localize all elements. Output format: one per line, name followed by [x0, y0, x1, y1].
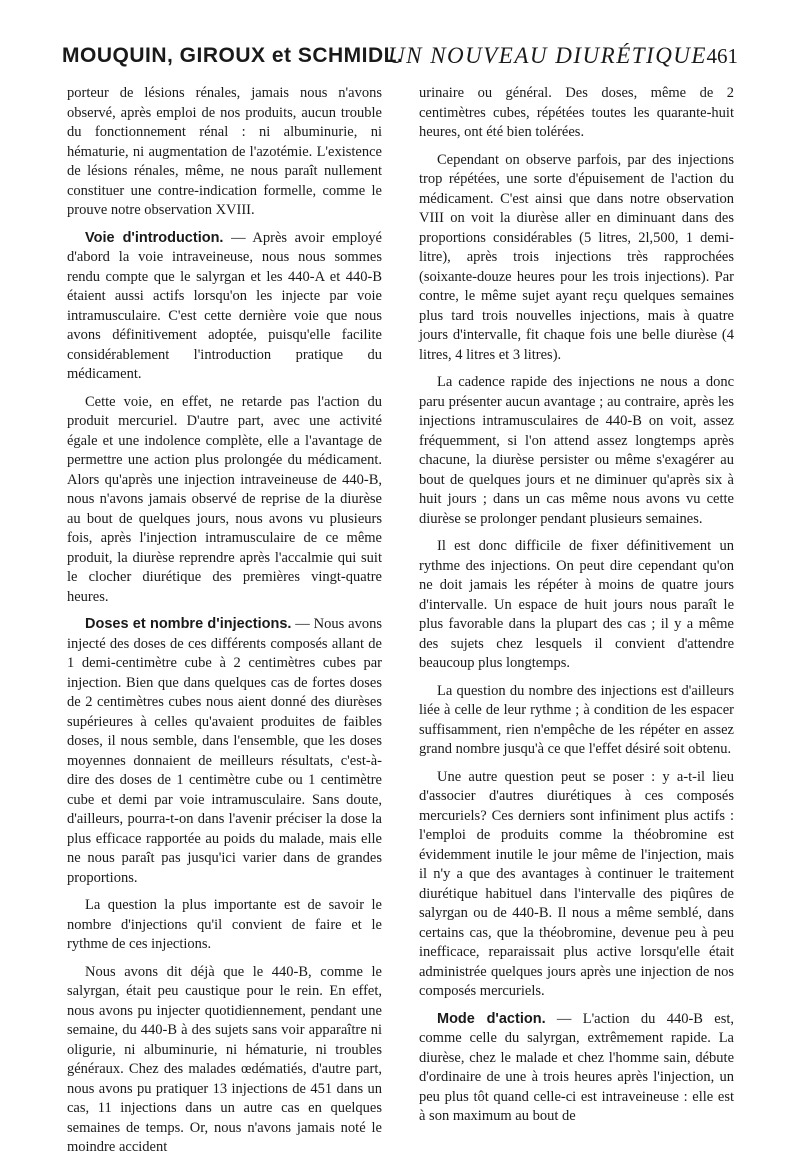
- section-text: — Nous avons injecté des doses de ces différents composés allant de 1 demi-centimètre cube à 2 centimètres cubes par injection. Bien que dans quelques cas de fortes doses de 2 centimètres cubes nous aient donné des diurèses supérieures à celles qu'avaient produites de faibles doses, il nous semble, dans l'ensemble, que les doses moyennes donnaient de meilleurs résultats, c'est-à-dire des doses de 1 centimètre cube ou 1 centimètre cube et demi par voie intramusculaire. Sans doute, d'ailleurs, pourra-t-on dans l'avenir préciser la dose la plus efficace rapportée au poids du malade, mais elle ne nous paraît pas jusqu'ici varier dans de grandes proportions.: [67, 616, 382, 886]
- paragraph: Il est donc difficile de fixer définitivement un rythme des injections. On peut dire cependant qu'on ne doit jamais les répéter à moins de quatre jours d'intervalle. Un espace de huit jours nous paraît le plus favorable dans la plupart des cas ; il y a même des sujets chez lesquels il convient d'attendre beaucoup plus longtemps.: [419, 538, 734, 671]
- paragraph: La cadence rapide des injections ne nous a donc paru présenter aucun avantage ; au contraire, après les injections intramusculaires de 440-B on voit, assez fréquemment, si l'on attend assez longtemps après chacune, la diurèse persister ou même s'exagérer au bout de quelques jours et ne diminuer qu'après six à huit jours ; dans un cas même nous avons vu cette diurèse se prolonger pendant plusieurs semaines.: [419, 374, 734, 527]
- left-column: [67, 84, 382, 1158]
- paragraph: Nous avons dit déjà que le 440-B, comme le salyrgan, était peu caustique pour le rein. En effet, nous avons pu injecter quotidiennement, pendant une semaine, du 440-B à des sujets sans voir apparaître ni oligurie, ni albuminurie, ni hématurie, ni troubles généraux. Chez des malades œdématiés, d'autre part, nous avons pu pratiquer 13 injections de 451 dans un cas, 11 injections dans un autre cas en quelques semaines de temps. Or, nous n'avons jamais noté le moindre accident: [67, 963, 382, 1155]
- section-heading: Mode d'action.: [437, 1010, 546, 1027]
- right-column: [419, 84, 734, 1127]
- running-head-authors: MOUQUIN, GIROUX et SCHMIDL.: [62, 44, 404, 67]
- section-heading: Voie d'introduction.: [85, 229, 224, 246]
- section-heading: Doses et nombre d'injections.: [85, 616, 292, 632]
- section-doses: [67, 615, 382, 888]
- running-head-title: UN NOUVEAU DIURÉTIQUE: [388, 43, 707, 68]
- paragraph: La question la plus importante est de savoir le nombre d'injections qu'il convient de faire et le rythme de ces injections.: [67, 897, 382, 952]
- section-mode-action: [419, 1010, 734, 1127]
- paragraph: Une autre question peut se poser : y a-t-il lieu d'associer d'autres diurétiques à ces composés mercuriels? Ces derniers sont infiniment plus actifs : l'emploi de produits comme la théobromine est évidemment inutile le jour même de l'injection, mais il n'y a que des avantages à continuer le traitement diurétique habituel dans l'intervalle des piqûres de salyrgan ou de 440-B. Il nous a même semblé, dans certains cas, que la théobromine, devenue peu à peu inefficace, reparaissait plus active lorsqu'elle était administrée quelques jours après une injection de nos composés mercuriels.: [419, 768, 734, 999]
- section-text: — Après avoir employé d'abord la voie intraveineuse, nous nous sommes rendu compte que le salyrgan et les 440-A et 440-B étaient aussi actifs lorsqu'on les injecte par voie intramusculaire. C'est cette dernière voie que nous avons définitivement adoptée, puisqu'elle facilite considérablement l'introduction pratique du médicament.: [67, 229, 382, 382]
- paragraph: Cette voie, en effet, ne retarde pas l'action du produit mercuriel. D'autre part, avec une activité égale et une indolence complète, elle a l'avantage de permettre une action plus prolongée du médicament. Alors qu'après une injection intraveineuse de 440-B, nous n'avons jamais observé de reprise de la diurèse au bout de quelques jours, nous avons vu plusieurs fois, après l'injection intramusculaire de ce même produit, la diurèse reprendre après l'accalmie qui suit le clocher diurétique des premières vingt-quatre heures.: [67, 393, 382, 605]
- paragraph: porteur de lésions rénales, jamais nous n'avons observé, après emploi de nos produits, aucun trouble du fonctionnement rénal : ni albuminurie, ni hématurie, ni augmentation de l'azotémie. L'existence de lésions rénales, même, ne nous paraît nullement constituer une contre-indication formelle, comme le prouve notre observation XVIII.: [67, 85, 382, 218]
- section-voie-introduction: [67, 229, 382, 385]
- paragraph: urinaire ou général. Des doses, même de 2 centimètres cubes, répétées toutes les quarante-huit heures, ont été bien tolérées.: [419, 85, 734, 140]
- running-head: [62, 38, 738, 74]
- paragraph: Cependant on observe parfois, par des injections trop répétées, une sorte d'épuisement de l'action du médicament. C'est ainsi que dans notre observation VIII on voit la diurèse aller en diminuant dans des proportions considérables (5 litres, 2l,500, 1 demi-litre), après trois injections très rapprochées (soixante-douze heures pour les trois injections). Par contre, le même sujet ayant reçu quelques semaines plus tard trois nouvelles injections, mais à quatre jours d'intervalle, fit chaque fois une belle diurèse (4 litres, 4 litres et 3 litres).: [419, 151, 734, 363]
- page-number: 461: [706, 44, 738, 68]
- paragraph: La question du nombre des injections est d'ailleurs liée à celle de leur rythme ; à condition de les espacer suffisamment, rien n'empêche de les répéter en assez grand nombre jusqu'à ce que l'effet désiré soit obtenu.: [419, 682, 734, 757]
- section-text: — L'action du 440-B est, comme celle du salyrgan, extrêmement rapide. La diurèse, chez le malade et chez l'homme sain, débute d'ordinaire de une à trois heures après l'injection, un peu plus tôt quand celle-ci est intraveineuse : elle est à son maximum au bout de: [419, 1010, 735, 1124]
